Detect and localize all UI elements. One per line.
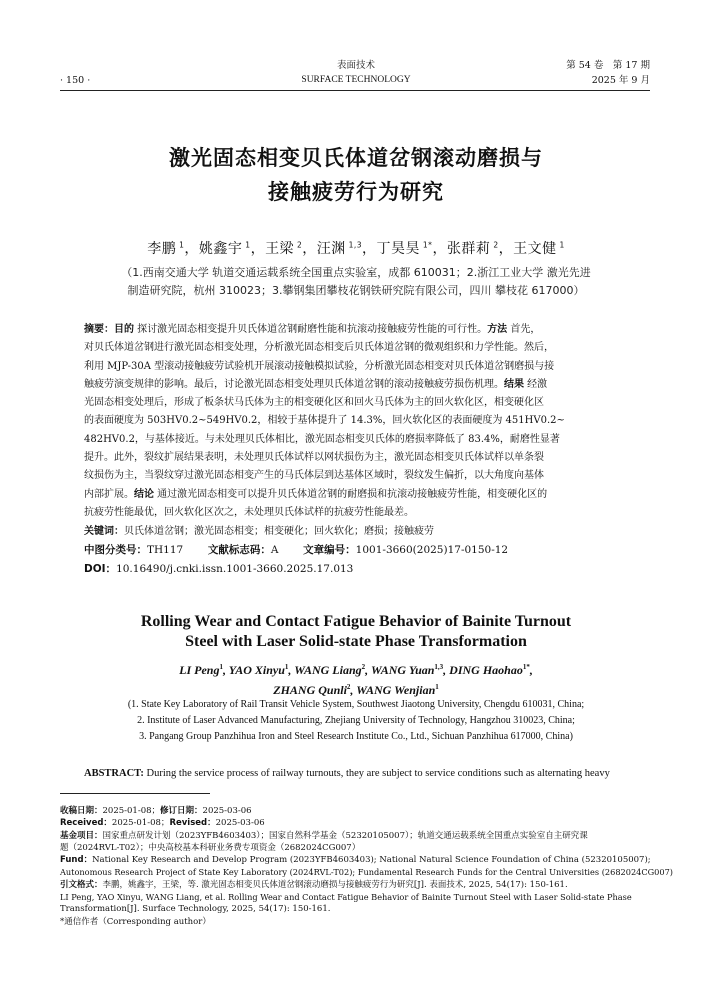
cite-en-line-2: Transformation[J]. Surface Technology, 2025, 54(17): 150-161. <box>60 904 331 915</box>
footnote-rule <box>60 793 210 794</box>
author-zh-affil: 1 <box>176 240 185 250</box>
affiliations-zh <box>60 264 652 300</box>
author-en-affil: 1 <box>284 663 289 671</box>
article-title-en <box>60 612 652 652</box>
abstract-zh-text: 探讨激光固态相变提升贝氏体道岔钢耐磨性能和抗滚动接触疲劳性能的可行性。 <box>134 324 488 335</box>
authors-en <box>60 659 652 699</box>
fund-zh-line-2: 题（2024RVL-T02）；中央高校基本科研业务费专项资金（2682024CG007） <box>60 842 361 853</box>
article-number-label: 文章编号： <box>303 544 356 556</box>
abstract-zh-section-label: 方法 <box>487 324 508 335</box>
author-en-affil: 2 <box>361 663 366 671</box>
abstract-zh <box>84 321 630 522</box>
doi-label: DOI： <box>84 563 117 575</box>
author-en-name: LI Peng <box>179 663 220 677</box>
fund-en-line-1: Fund：National Key Research and Develop Program (2023YFB4603403); National Natural Science Foundation of China (52320105007); <box>60 855 651 866</box>
author-en-name: WANG Wenjian <box>356 683 436 697</box>
affiliation-en-line-1: (1. State Key Laboratory of Rail Transit Vehicle System, Southwest Jiaotong University, Chengdu 610031, China; <box>127 699 585 710</box>
page-number: · 150 · <box>60 75 91 86</box>
author-zh <box>265 241 302 257</box>
corresponding-author-note: *通信作者（Corresponding author） <box>60 916 211 927</box>
author-en-affil: 1 <box>435 683 439 691</box>
author-zh-affil: 2 <box>490 240 499 250</box>
abstract-zh-section-label: 结果 <box>504 378 524 390</box>
footnotes <box>60 805 673 928</box>
affiliations-en <box>60 697 652 745</box>
title-zh-line-2: 接触疲劳行为研究 <box>268 180 444 204</box>
clc-label: 中图分类号： <box>84 544 147 556</box>
abstract-zh-line <box>84 486 630 504</box>
abstract-zh-line <box>84 321 630 339</box>
clc-value: TH117 <box>147 544 184 556</box>
keywords-line <box>84 524 434 540</box>
abstract-zh-line <box>84 431 630 449</box>
title-zh-line-1: 激光固态相变贝氏体道岔钢滚动磨损与 <box>169 146 543 170</box>
abstract-zh-line <box>84 467 630 485</box>
journal-title-zh: 表面技术 <box>336 60 375 71</box>
author-zh-affil: 1* <box>420 240 433 250</box>
abstract-zh-section-label: 目的 <box>114 324 134 335</box>
abstract-zh-text: 抗疲劳性能最优，回火软化区次之，未处理贝氏体试样的抗疲劳性能最差。 <box>84 506 414 518</box>
author-zh-name: 汪渊 <box>316 241 346 257</box>
abstract-zh-line <box>84 339 630 357</box>
author-zh <box>147 241 184 257</box>
abstract-zh-text: 光固态相变处理后，形成了板条状马氏体为主的相变硬化区和回火马氏体为主的回火软化区，相变硬化区 <box>84 397 544 409</box>
author-zh-name: 李鹏 <box>147 241 177 257</box>
affiliation-zh-line-1: （1.西南交通大学 轨道交通运载系统全国重点实验室，成都 610031；2.浙江工业大学 激光先进 <box>121 266 591 279</box>
author-zh-name: 王文健 <box>513 241 557 257</box>
title-en-line-1: Rolling Wear and Contact Fatigue Behavior of Bainite Turnout <box>140 613 572 630</box>
affiliation-en-line-3: 3. Pangang Group Panzhihua Iron and Steel Research Institute Co., Ltd., Sichuan Panzhihua 617000, China) <box>139 731 573 742</box>
abstract-zh-line <box>84 449 630 467</box>
keywords-label: 关键词： <box>84 526 124 537</box>
abstract-zh-line <box>84 412 630 430</box>
author-en-name: WANG Liang <box>294 663 362 677</box>
classification-line <box>84 542 508 558</box>
author-en-affil: 1,3 <box>434 663 444 671</box>
abstract-zh-text: 482HV0.2，与基体接近。与未处理贝氏体相比，激光固态相变贝氏体的磨损率降低了 83.4%，耐磨性显著 <box>84 433 560 445</box>
title-en-line-2: Steel with Laser Solid-state Phase Transformation <box>185 633 527 650</box>
abstract-zh-line <box>84 394 630 412</box>
author-zh-affil: 2 <box>294 240 303 250</box>
affiliation-zh-line-2: 制造研究院，杭州 310023；3.攀钢集团攀枝花钢铁研究院有限公司，四川 攀枝花 617000） <box>127 284 585 297</box>
author-en-affil: 2 <box>346 683 351 691</box>
author-en-affil: 1* <box>522 663 530 671</box>
doi-line <box>84 561 353 577</box>
journal-title-en: SURFACE TECHNOLOGY <box>301 75 411 85</box>
abstract-zh-text: 内部扩展。 <box>84 488 134 500</box>
fund-en-line-2: Autonomous Research Project of State Key Laboratory (2024RVL-T02); Fundamental Research Funds for the Central Universities (2682024CG007) <box>60 867 673 878</box>
received-zh-line: 收稿日期：2025-01-08；修订日期：2025-03-06 <box>60 806 252 816</box>
abstract-en-text: During the service process of railway turnouts, they are subject to service conditions such as alternating heavy <box>143 768 610 779</box>
article-number-value: 1001-3660(2025)17-0150-12 <box>355 544 509 556</box>
author-zh <box>317 241 362 257</box>
author-en-name: YAO Xinyu <box>228 663 285 677</box>
cite-en-line-1: LI Peng, YAO Xinyu, WANG Liang, et al. Rolling Wear and Contact Fatigue Behavior of Bainite Turnout Steel with Laser Solid-state Phase <box>60 892 632 903</box>
issue-date: 2025 年 9 月 <box>591 75 650 86</box>
authors-en-line-2: ZHANG Qunli$^2$, WANG Wenjian$^1$ <box>273 683 439 697</box>
author-en-affil: 1 <box>219 663 223 671</box>
abstract-zh-text: 经激 <box>524 378 548 390</box>
affiliation-en-line-2: 2. Institute of Laser Advanced Manufacturing, Zhejiang University of Technology, Hangzhou 310023, China; <box>137 715 575 726</box>
authors-zh: 李鹏 $^1$，姚鑫宇 $^1$，王梁 $^2$，汪渊 $^{1,3}$，丁昊昊 $^{1*}$，张群莉 $^2$，王文健 $^1$ <box>147 240 565 257</box>
abstract-zh-text: 首先， <box>507 324 541 335</box>
article-title-zh <box>60 141 652 209</box>
keywords-text: 贝氏体道岔钢；激光固态相变；相变硬化；回火软化；磨损；接触疲劳 <box>124 526 434 537</box>
author-zh <box>377 241 433 257</box>
authors-en-line-1: LI Peng$^1$, YAO Xinyu$^1$, WANG Liang$^2$, WANG Yuan$^{1,3}$, DING Haohao$^{1*}$, <box>179 663 533 677</box>
author-zh <box>199 241 251 257</box>
abstract-zh-label: 摘要： <box>84 324 114 335</box>
abstract-zh-line <box>84 504 630 522</box>
author-zh <box>447 241 499 257</box>
author-en-name: WANG Yuan <box>370 663 435 677</box>
author-zh-affil: 1,3 <box>345 240 363 250</box>
author-zh <box>513 241 565 257</box>
fund-zh-line-1: 基金项目：国家重点研发计划（2023YFB4603403）；国家自然科学基金（52320105007）；轨道交通运载系统全国重点实验室自主研究课 <box>60 830 588 841</box>
abstract-zh-text: 提升。此外，裂纹扩展结果表明，未处理贝氏体试样以网状损伤为主，激光固态相变贝氏体试样以单条裂 <box>84 452 544 464</box>
doc-code-label: 文献标志码： <box>207 544 271 556</box>
abstract-zh-text: 的表面硬度为 503HV0.2~549HV0.2，相较于基体提升了 14.3%，回火软化区的表面硬度为 451HV0.2~ <box>84 415 565 427</box>
abstract-zh-text: 纹损伤为主，当裂纹穿过激光固态相变产生的马氏体层到达基体区域时，裂纹发生偏折，以大角度向基体 <box>84 470 544 482</box>
cite-zh-line: 引文格式：李鹏，姚鑫宇，王梁，等. 激光固态相变贝氏体道岔钢滚动磨损与接触疲劳行为研究[J]. 表面技术, 2025, 54(17): 150-161. <box>60 879 568 890</box>
abstract-zh-text: 触疲劳演变规律的影响。最后，讨论激光固态相变处理贝氏体道岔钢的滚动接触疲劳损伤机理。 <box>84 378 504 390</box>
abstract-zh-line <box>84 376 630 394</box>
header-rule <box>60 90 650 91</box>
author-zh-name: 丁昊昊 <box>376 241 421 257</box>
author-zh-name: 王梁 <box>265 241 295 257</box>
doi-value: 10.16490/j.cnki.issn.1001-3660.2025.17.013 <box>116 563 354 575</box>
doc-code-value: A <box>270 544 279 556</box>
abstract-en <box>84 768 610 779</box>
abstract-zh-line <box>84 358 630 376</box>
author-zh-affil: 1 <box>242 240 251 250</box>
author-zh-name: 姚鑫宇 <box>198 241 243 257</box>
author-en-name: DING Haohao <box>449 663 523 677</box>
volume-issue: 第 54 卷 第 17 期 <box>566 60 650 71</box>
abstract-zh-text: 利用 MJP-30A 型滚动接触疲劳试验机开展滚动接触模拟试验，分析激光固态相变对贝氏体道岔钢磨损与接 <box>84 360 555 372</box>
author-zh-affil: 1 <box>556 240 565 250</box>
abstract-zh-text: 对贝氏体道岔钢进行激光固态相变处理，分析激光固态相变后贝氏体道岔钢的微观组织和力学性能。然后， <box>84 342 554 354</box>
abstract-zh-section-label: 结论 <box>134 488 154 500</box>
author-zh-name: 张群莉 <box>446 241 491 257</box>
abstract-zh-text: 通过激光固态相变可以提升贝氏体道岔钢的耐磨损和抗滚动接触疲劳性能，相变硬化区的 <box>154 488 548 500</box>
abstract-en-label: ABSTRACT: <box>84 768 144 779</box>
author-en-name: ZHANG Qunli <box>273 683 347 697</box>
received-en-line: Received：2025-01-08；Revised：2025-03-06 <box>60 818 265 829</box>
